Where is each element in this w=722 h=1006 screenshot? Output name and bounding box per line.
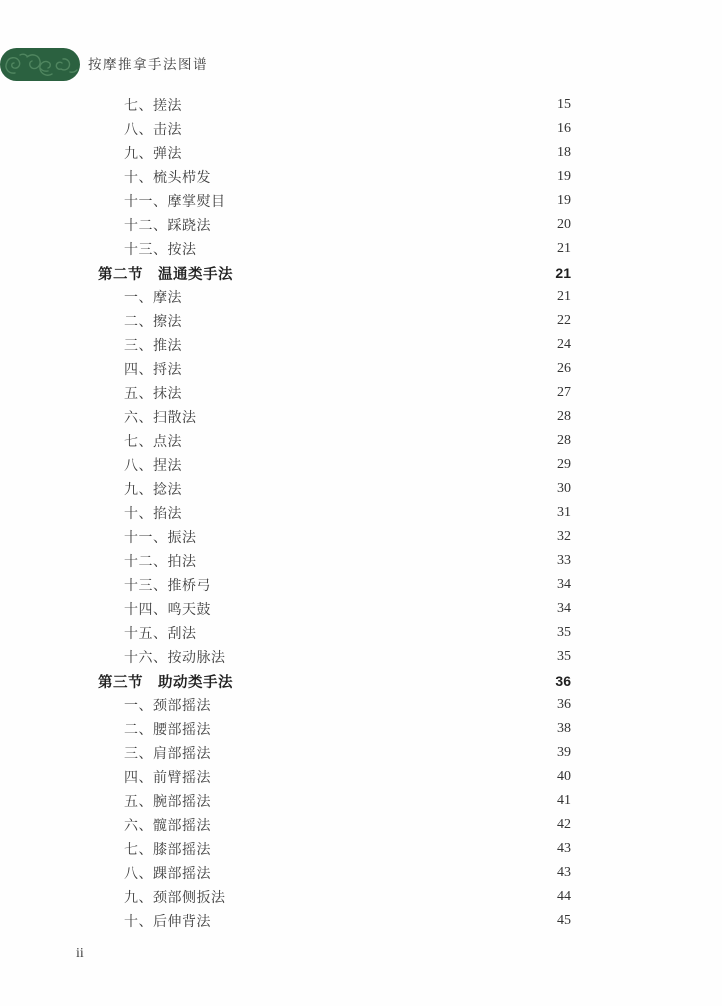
toc-entry-row	[0, 861, 571, 885]
toc-item-page-number: 20	[557, 217, 571, 232]
toc-item-label: 六、扫散法	[124, 411, 197, 426]
toc-item-label: 二、腰部摇法	[124, 723, 211, 738]
toc-list	[0, 93, 571, 933]
toc-item-label: 二、擦法	[124, 315, 182, 330]
toc-entry-row	[0, 645, 571, 669]
scroll-ornament-banner	[0, 48, 80, 81]
toc-item-page-number: 21	[557, 289, 571, 304]
toc-item-page-number: 45	[557, 913, 571, 928]
toc-entry-row	[0, 549, 571, 573]
toc-item-label: 五、腕部摇法	[124, 795, 211, 810]
toc-item-page-number: 15	[557, 97, 571, 112]
toc-item-label: 十五、刮法	[124, 627, 197, 642]
toc-entry-row	[0, 741, 571, 765]
toc-item-label: 一、颈部摇法	[124, 699, 211, 714]
toc-item-page-number: 24	[557, 337, 571, 352]
toc-item-label: 九、弹法	[124, 147, 182, 162]
toc-item-page-number: 18	[557, 145, 571, 160]
toc-item-page-number: 34	[557, 601, 571, 616]
toc-item-page-number: 22	[557, 313, 571, 328]
toc-item-page-number: 39	[557, 745, 571, 760]
book-title: 按摩推拿手法图谱	[88, 57, 208, 72]
toc-item-label: 八、踝部摇法	[124, 867, 211, 882]
toc-item-page-number: 36	[555, 673, 571, 689]
toc-item-label: 九、捻法	[124, 483, 182, 498]
toc-entry-row	[0, 837, 571, 861]
toc-entry-row	[0, 93, 571, 117]
toc-item-label: 三、推法	[124, 339, 182, 354]
toc-item-page-number: 40	[557, 769, 571, 784]
toc-item-page-number: 41	[557, 793, 571, 808]
toc-entry-row	[0, 597, 571, 621]
toc-item-label: 十一、摩掌熨目	[124, 195, 226, 210]
toc-entry-row	[0, 429, 571, 453]
toc-item-page-number: 33	[557, 553, 571, 568]
toc-entry-row	[0, 333, 571, 357]
toc-item-label: 第三节 助动类手法	[98, 674, 233, 691]
toc-item-label: 三、肩部摇法	[124, 747, 211, 762]
toc-entry-row	[0, 765, 571, 789]
toc-item-page-number: 32	[557, 529, 571, 544]
toc-item-page-number: 34	[557, 577, 571, 592]
toc-item-label: 十二、拍法	[124, 555, 197, 570]
toc-item-page-number: 19	[557, 193, 571, 208]
toc-entry-row	[0, 141, 571, 165]
toc-entry-row	[0, 117, 571, 141]
toc-entry-row	[0, 573, 571, 597]
toc-entry-row	[0, 357, 571, 381]
toc-entry-row	[0, 189, 571, 213]
toc-entry-row	[0, 237, 571, 261]
toc-item-label: 十三、按法	[124, 243, 197, 258]
toc-item-page-number: 36	[557, 697, 571, 712]
toc-item-page-number: 35	[557, 649, 571, 664]
toc-item-page-number: 29	[557, 457, 571, 472]
toc-item-label: 六、髋部摇法	[124, 819, 211, 834]
toc-entry-row	[0, 309, 571, 333]
toc-item-label: 十、梳头栉发	[124, 171, 211, 186]
toc-item-label: 十、掐法	[124, 507, 182, 522]
toc-entry-row	[0, 405, 571, 429]
toc-item-label: 五、抹法	[124, 387, 182, 402]
toc-item-page-number: 28	[557, 433, 571, 448]
toc-item-page-number: 19	[557, 169, 571, 184]
toc-entry-row	[0, 621, 571, 645]
toc-item-label: 十二、踩跷法	[124, 219, 211, 234]
toc-item-label: 第二节 温通类手法	[98, 266, 233, 283]
toc-item-label: 八、捏法	[124, 459, 182, 474]
toc-item-label: 四、前臂摇法	[124, 771, 211, 786]
toc-item-label: 四、捋法	[124, 363, 182, 378]
scroll-ornament-icon	[0, 48, 80, 81]
toc-item-label: 十三、推桥弓	[124, 579, 211, 594]
toc-entry-row	[0, 909, 571, 933]
toc-entry-row	[0, 693, 571, 717]
toc-item-label: 十、后伸背法	[124, 915, 211, 930]
toc-item-page-number: 42	[557, 817, 571, 832]
toc-item-page-number: 16	[557, 121, 571, 136]
toc-entry-row	[0, 813, 571, 837]
toc-entry-row	[0, 453, 571, 477]
toc-item-page-number: 43	[557, 841, 571, 856]
toc-item-page-number: 44	[557, 889, 571, 904]
toc-item-label: 七、点法	[124, 435, 182, 450]
toc-entry-row	[0, 525, 571, 549]
toc-item-page-number: 28	[557, 409, 571, 424]
toc-item-page-number: 26	[557, 361, 571, 376]
toc-item-label: 十六、按动脉法	[124, 651, 226, 666]
toc-entry-row	[0, 165, 571, 189]
toc-item-page-number: 31	[557, 505, 571, 520]
toc-item-page-number: 27	[557, 385, 571, 400]
toc-item-label: 十四、鸣天鼓	[124, 603, 211, 618]
toc-entry-row	[0, 381, 571, 405]
toc-item-page-number: 38	[557, 721, 571, 736]
toc-item-page-number: 43	[557, 865, 571, 880]
toc-entry-row	[0, 501, 571, 525]
toc-item-page-number: 21	[557, 241, 571, 256]
page-number-folio: ii	[76, 946, 84, 961]
toc-item-label: 十一、振法	[124, 531, 197, 546]
toc-item-label: 七、搓法	[124, 99, 182, 114]
toc-item-page-number: 35	[557, 625, 571, 640]
toc-entry-row	[0, 213, 571, 237]
toc-entry-row	[0, 885, 571, 909]
toc-section-row	[0, 261, 571, 285]
toc-item-page-number: 21	[555, 265, 571, 281]
toc-entry-row	[0, 285, 571, 309]
toc-entry-row	[0, 717, 571, 741]
toc-section-row	[0, 669, 571, 693]
toc-entry-row	[0, 789, 571, 813]
toc-item-label: 一、摩法	[124, 291, 182, 306]
toc-item-label: 九、颈部侧扳法	[124, 891, 226, 906]
toc-entry-row	[0, 477, 571, 501]
toc-item-page-number: 30	[557, 481, 571, 496]
toc-item-label: 八、击法	[124, 123, 182, 138]
toc-item-label: 七、膝部摇法	[124, 843, 211, 858]
